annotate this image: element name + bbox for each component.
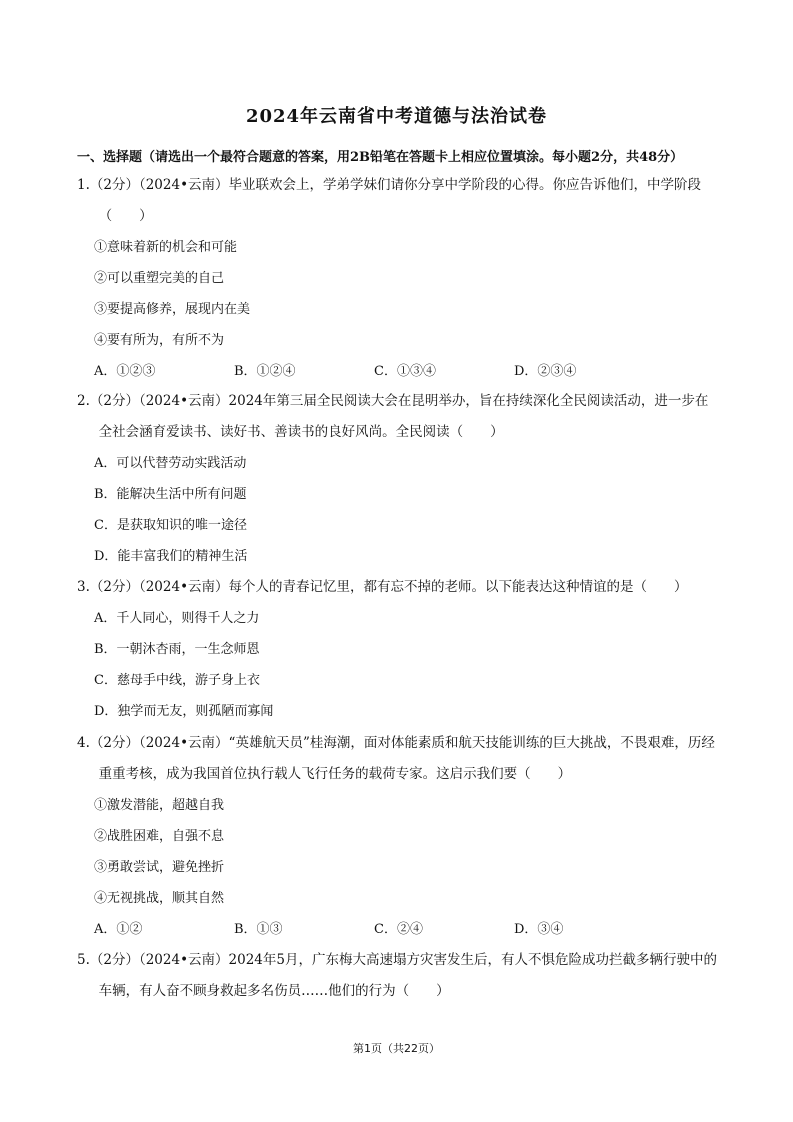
- option-b: B．一朝沐杏雨，一生念师恩: [94, 642, 260, 657]
- choice-a: A．①②: [94, 922, 143, 937]
- choices-row: [77, 356, 719, 387]
- statement-item: ③要提高修养，展现内在美: [94, 302, 251, 317]
- choice-a: A．①②③: [94, 364, 156, 379]
- choice-b: B．①③: [234, 922, 283, 937]
- question-stem: 5.（2分）（2024•云南）2024年5月，广东梅大高速塌方灾害发生后，有人不惧危险成功拦截多辆行驶中的车辆，有人奋不顾身救起多名伤员……他们的行为（ ）: [77, 952, 717, 999]
- question-1: [77, 170, 719, 387]
- option-d: D．独学而无友，则孤陋而寡闻: [94, 704, 274, 719]
- choices-row: [77, 914, 719, 945]
- question-stem: 3.（2分）（2024•云南）每个人的青春记忆里，都有忘不掉的老师。以下能表达这种情谊的是（ ）: [77, 579, 688, 595]
- question-stem: 1.（2分）（2024•云南）毕业联欢会上，学弟学妹们请你分享中学阶段的心得。你应告诉他们，中学阶段（ ）: [77, 177, 702, 224]
- statement-item: ③勇敢尝试，避免挫折: [94, 860, 225, 875]
- option-a: A．千人同心，则得千人之力: [94, 611, 260, 626]
- question-5: [77, 945, 719, 1007]
- question-4: [77, 728, 719, 945]
- option-c: C．是获取知识的唯一途径: [94, 518, 247, 533]
- option-a: A．可以代替劳动实践活动: [94, 456, 247, 471]
- option-b: B．能解决生活中所有问题: [94, 487, 247, 502]
- statement-item: ④要有所为，有所不为: [94, 333, 225, 348]
- statement-item: ①意味着新的机会和可能: [94, 240, 238, 255]
- choice-b: B．①②④: [234, 364, 296, 379]
- choice-c: C．①③④: [374, 364, 436, 379]
- option-c: C．慈母手中线，游子身上衣: [94, 673, 260, 688]
- choice-d: D．②③④: [514, 364, 577, 379]
- statement-item: ②战胜困难，自强不息: [94, 829, 225, 844]
- statement-item: ④无视挑战，顺其自然: [94, 891, 225, 906]
- statement-item: ①激发潜能，超越自我: [94, 798, 225, 813]
- exam-title: 2024年云南省中考道德与法治试卷: [245, 106, 548, 127]
- choice-c: C．②④: [374, 922, 423, 937]
- question-3: [77, 572, 719, 727]
- question-2: [77, 386, 719, 572]
- page-footer: 第1页（共22页）: [353, 1042, 440, 1055]
- section-heading: 一、选择题（请选出一个最符合题意的答案，用2B铅笔在答题卡上相应位置填涂。每小题2分，共48分）: [77, 150, 684, 165]
- question-stem: 4.（2分）（2024•云南）“英雄航天员”桂海潮，面对体能素质和航天技能训练的巨大挑战，不畏艰难，历经重重考核，成为我国首位执行载人飞行任务的载荷专家。这启示我们要（ ）: [77, 735, 715, 782]
- question-stem: 2.（2分）（2024•云南）2024年第三届全民阅读大会在昆明举办，旨在持续深化全民阅读活动，进一步在全社会涵育爱读书、读好书、善读书的良好风尚。全民阅读（ ）: [77, 393, 709, 440]
- choice-d: D．③④: [514, 922, 564, 937]
- option-d: D．能丰富我们的精神生活: [94, 549, 248, 564]
- statement-item: ②可以重塑完美的自己: [94, 271, 225, 286]
